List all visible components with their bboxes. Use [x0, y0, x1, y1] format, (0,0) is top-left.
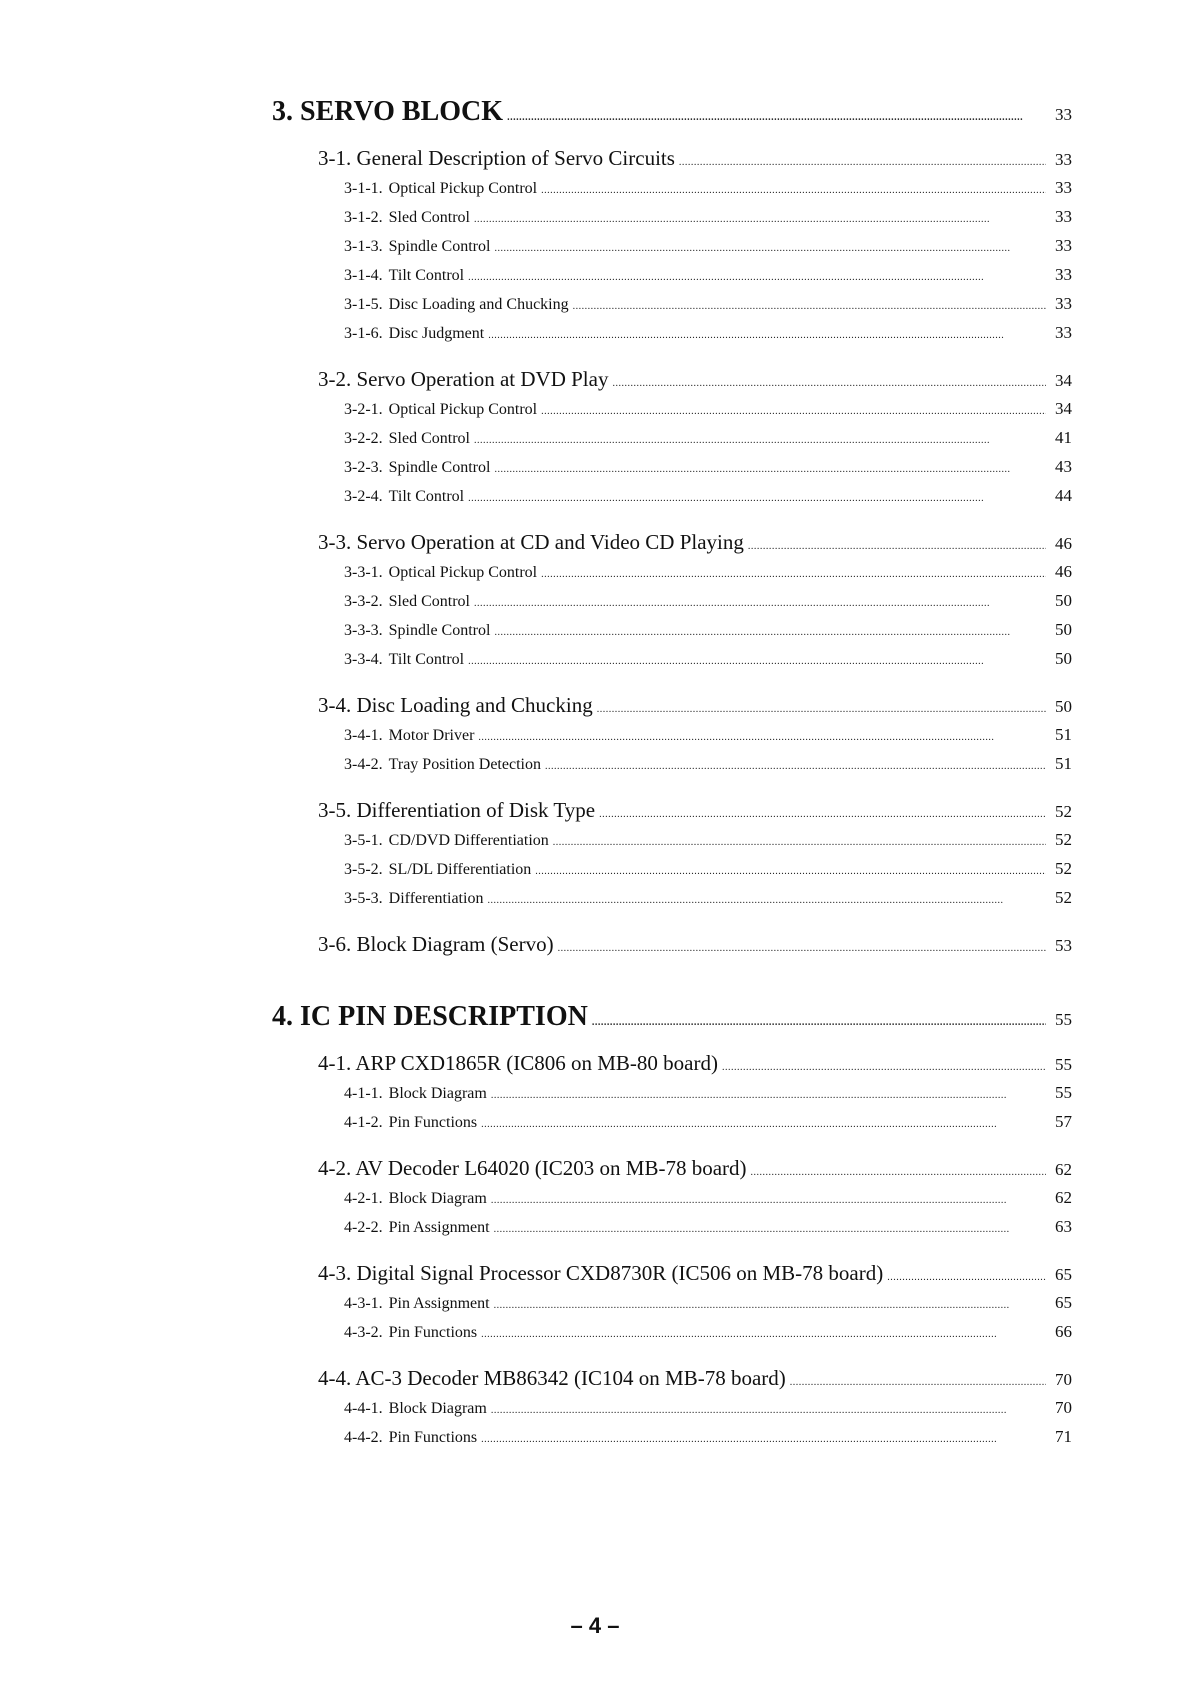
subsection-title: Pin Functions: [388, 1114, 478, 1131]
subsection-entry: [344, 1109, 1072, 1138]
subsection-entry: [344, 885, 1072, 914]
subsection-title: Pin Assignment: [388, 1295, 490, 1312]
dot-leader: [541, 560, 1046, 588]
chapter-page-number: 55: [1055, 1010, 1072, 1029]
subsection-entry: [344, 1185, 1072, 1214]
subsection-number: 4-1-2.: [344, 1114, 383, 1131]
dot-leader: [722, 1051, 1046, 1076]
subsection-number: 4-1-1.: [344, 1085, 383, 1102]
subsection-entry: [344, 396, 1072, 425]
section-page-number: 52: [1055, 802, 1072, 821]
subsection-page-number: 62: [1055, 1188, 1072, 1207]
subsection-number: 3-3-4.: [344, 651, 383, 668]
subsection-number: 3-1-6.: [344, 325, 383, 342]
dot-leader: [481, 1425, 1046, 1453]
section-title: 3-4. Disc Loading and Chucking: [318, 693, 593, 717]
dot-leader: [494, 618, 1046, 646]
subsection-number: 3-1-1.: [344, 180, 383, 197]
dot-leader: [494, 1291, 1046, 1319]
subsection-page-number: 44: [1055, 486, 1072, 505]
subsection-title: Tray Position Detection: [388, 756, 541, 773]
subsection-entry: [344, 751, 1072, 780]
subsection-number: 3-1-2.: [344, 209, 383, 226]
dot-leader: [494, 1215, 1046, 1243]
subsection-title: SL/DL Differentiation: [388, 861, 532, 878]
dot-leader: [507, 96, 1046, 128]
subsection-page-number: 51: [1055, 754, 1072, 773]
dot-leader: [494, 455, 1046, 483]
subsection-entry: [344, 856, 1072, 885]
dot-leader: [612, 367, 1046, 392]
subsection-title: Pin Assignment: [388, 1219, 490, 1236]
subsection-number: 3-5-2.: [344, 861, 383, 878]
subsection-page-number: 55: [1055, 1083, 1072, 1102]
subsection-page-number: 43: [1055, 457, 1072, 476]
subsection-title: Motor Driver: [388, 727, 475, 744]
section-title: 3-1. General Description of Servo Circuits: [318, 146, 675, 170]
subsection-number: 3-5-1.: [344, 832, 383, 849]
subsection-title: Optical Pickup Control: [388, 401, 538, 418]
dot-leader: [573, 292, 1046, 320]
section-entry: [318, 798, 1072, 823]
subsection-number: 4-2-1.: [344, 1190, 383, 1207]
subsection-title: Sled Control: [388, 430, 470, 447]
subsection-title: Spindle Control: [388, 622, 491, 639]
subsection-entry: [344, 291, 1072, 320]
section-entry: [318, 146, 1072, 171]
dot-leader: [790, 1366, 1046, 1391]
dot-leader: [545, 752, 1046, 780]
dot-leader: [751, 1156, 1046, 1181]
subsection-title: Optical Pickup Control: [388, 180, 538, 197]
subsection-title: Tilt Control: [388, 488, 465, 505]
subsection-title: Tilt Control: [388, 267, 465, 284]
subsection-entry: [344, 204, 1072, 233]
subsection-number: 3-1-5.: [344, 296, 383, 313]
subsection-number: 4-4-2.: [344, 1429, 383, 1446]
subsection-entry: [344, 1424, 1072, 1453]
chapter-heading: [272, 1001, 1072, 1033]
subsection-title: Disc Judgment: [388, 325, 485, 342]
subsection-title: Sled Control: [388, 209, 470, 226]
dot-leader: [488, 321, 1046, 349]
subsection-entry: [344, 425, 1072, 454]
section-entry: [318, 1156, 1072, 1181]
subsection-title: Pin Functions: [388, 1429, 478, 1446]
dot-leader: [679, 146, 1046, 171]
subsection-page-number: 70: [1055, 1398, 1072, 1417]
section-page-number: 65: [1055, 1265, 1072, 1284]
subsection-number: 3-2-2.: [344, 430, 383, 447]
subsection-title: Optical Pickup Control: [388, 564, 538, 581]
dot-leader: [468, 484, 1046, 512]
subsection-number: 3-4-2.: [344, 756, 383, 773]
dot-leader: [474, 589, 1046, 617]
dot-leader: [597, 693, 1046, 718]
subsection-page-number: 71: [1055, 1427, 1072, 1446]
subsection-entry: [344, 483, 1072, 512]
chapter-title: 3. SERVO BLOCK: [272, 96, 504, 127]
section-entry: [318, 530, 1072, 555]
subsection-number: 3-3-3.: [344, 622, 383, 639]
subsection-title: Block Diagram: [388, 1190, 487, 1207]
subsection-page-number: 46: [1055, 562, 1072, 581]
subsection-page-number: 50: [1055, 649, 1072, 668]
subsection-number: 3-3-2.: [344, 593, 383, 610]
chapter-heading: [272, 96, 1072, 128]
dot-leader: [494, 234, 1046, 262]
subsection-number: 3-1-3.: [344, 238, 383, 255]
dot-leader: [491, 1186, 1046, 1214]
dot-leader: [553, 828, 1046, 856]
subsection-entry: [344, 722, 1072, 751]
dot-leader: [491, 1396, 1046, 1424]
section-page-number: 53: [1055, 936, 1072, 955]
subsection-number: 4-3-2.: [344, 1324, 383, 1341]
dot-leader: [491, 1081, 1046, 1109]
section-title: 4-3. Digital Signal Processor CXD8730R (IC506 on MB-78 board): [318, 1261, 884, 1285]
subsection-title: Differentiation: [388, 890, 484, 907]
subsection-page-number: 57: [1055, 1112, 1072, 1131]
subsection-number: 3-1-4.: [344, 267, 383, 284]
subsection-page-number: 33: [1055, 207, 1072, 226]
dot-leader: [541, 397, 1046, 425]
section-title: 4-1. ARP CXD1865R (IC806 on MB-80 board): [318, 1051, 718, 1075]
subsection-number: 4-4-1.: [344, 1400, 383, 1417]
dot-leader: [474, 426, 1046, 454]
dot-leader: [592, 1001, 1046, 1033]
subsection-title: Spindle Control: [388, 238, 491, 255]
section-page-number: 33: [1055, 150, 1072, 169]
dot-leader: [481, 1320, 1046, 1348]
section-title: 3-6. Block Diagram (Servo): [318, 932, 554, 956]
subsection-title: Spindle Control: [388, 459, 491, 476]
dot-leader: [468, 647, 1046, 675]
subsection-entry: [344, 175, 1072, 204]
subsection-page-number: 33: [1055, 294, 1072, 313]
section-title: 3-3. Servo Operation at CD and Video CD Playing: [318, 530, 744, 554]
subsection-title: Block Diagram: [388, 1085, 487, 1102]
subsection-title: Pin Functions: [388, 1324, 478, 1341]
subsection-page-number: 33: [1055, 265, 1072, 284]
section-page-number: 50: [1055, 697, 1072, 716]
subsection-page-number: 34: [1055, 399, 1072, 418]
page-number: – 4 –: [570, 1613, 620, 1638]
section-title: 3-2. Servo Operation at DVD Play: [318, 367, 609, 391]
section-page-number: 46: [1055, 534, 1072, 553]
subsection-number: 4-2-2.: [344, 1219, 383, 1236]
dot-leader: [468, 263, 1046, 291]
section-entry: [318, 1366, 1072, 1391]
subsection-title: Disc Loading and Chucking: [388, 296, 569, 313]
subsection-page-number: 65: [1055, 1293, 1072, 1312]
subsection-entry: [344, 617, 1072, 646]
subsection-entry: [344, 588, 1072, 617]
dot-leader: [599, 798, 1046, 823]
subsection-entry: [344, 454, 1072, 483]
section-page-number: 34: [1055, 371, 1072, 390]
section-entry: [318, 367, 1072, 392]
subsection-entry: [344, 646, 1072, 675]
subsection-title: Tilt Control: [388, 651, 465, 668]
subsection-page-number: 33: [1055, 323, 1072, 342]
subsection-page-number: 50: [1055, 591, 1072, 610]
subsection-title: Block Diagram: [388, 1400, 487, 1417]
dot-leader: [487, 886, 1046, 914]
dot-leader: [481, 1110, 1046, 1138]
subsection-entry: [344, 827, 1072, 856]
subsection-number: 3-4-1.: [344, 727, 383, 744]
section-entry: [318, 932, 1072, 957]
section-page-number: 62: [1055, 1160, 1072, 1179]
subsection-entry: [344, 262, 1072, 291]
dot-leader: [558, 932, 1046, 957]
section-title: 4-4. AC-3 Decoder MB86342 (IC104 on MB-78 board): [318, 1366, 786, 1390]
subsection-page-number: 66: [1055, 1322, 1072, 1341]
subsection-entry: [344, 233, 1072, 262]
chapter-title: 4. IC PIN DESCRIPTION: [272, 1001, 588, 1032]
subsection-page-number: 33: [1055, 178, 1072, 197]
dot-leader: [748, 530, 1046, 555]
subsection-number: 4-3-1.: [344, 1295, 383, 1312]
dot-leader: [541, 176, 1046, 204]
table-of-contents: [272, 96, 1072, 1453]
subsection-page-number: 52: [1055, 859, 1072, 878]
subsection-entry: [344, 1214, 1072, 1243]
subsection-number: 3-2-1.: [344, 401, 383, 418]
subsection-number: 3-2-3.: [344, 459, 383, 476]
subsection-page-number: 50: [1055, 620, 1072, 639]
subsection-entry: [344, 1290, 1072, 1319]
subsection-page-number: 52: [1055, 830, 1072, 849]
subsection-page-number: 33: [1055, 236, 1072, 255]
section-title: 4-2. AV Decoder L64020 (IC203 on MB-78 board): [318, 1156, 747, 1180]
chapter-page-number: 33: [1055, 105, 1072, 124]
subsection-page-number: 41: [1055, 428, 1072, 447]
section-entry: [318, 693, 1072, 718]
subsection-entry: [344, 1395, 1072, 1424]
subsection-page-number: 63: [1055, 1217, 1072, 1236]
subsection-entry: [344, 1080, 1072, 1109]
subsection-number: 3-3-1.: [344, 564, 383, 581]
dot-leader: [535, 857, 1046, 885]
subsection-number: 3-2-4.: [344, 488, 383, 505]
subsection-entry: [344, 1319, 1072, 1348]
dot-leader: [474, 205, 1046, 233]
section-title: 3-5. Differentiation of Disk Type: [318, 798, 596, 822]
section-entry: [318, 1051, 1072, 1076]
subsection-page-number: 52: [1055, 888, 1072, 907]
subsection-entry: [344, 320, 1072, 349]
subsection-page-number: 51: [1055, 725, 1072, 744]
subsection-number: 3-5-3.: [344, 890, 383, 907]
subsection-entry: [344, 559, 1072, 588]
section-entry: [318, 1261, 1072, 1286]
section-page-number: 55: [1055, 1055, 1072, 1074]
dot-leader: [887, 1261, 1046, 1286]
subsection-title: CD/DVD Differentiation: [388, 832, 549, 849]
section-page-number: 70: [1055, 1370, 1072, 1389]
subsection-title: Sled Control: [388, 593, 470, 610]
dot-leader: [478, 723, 1046, 751]
